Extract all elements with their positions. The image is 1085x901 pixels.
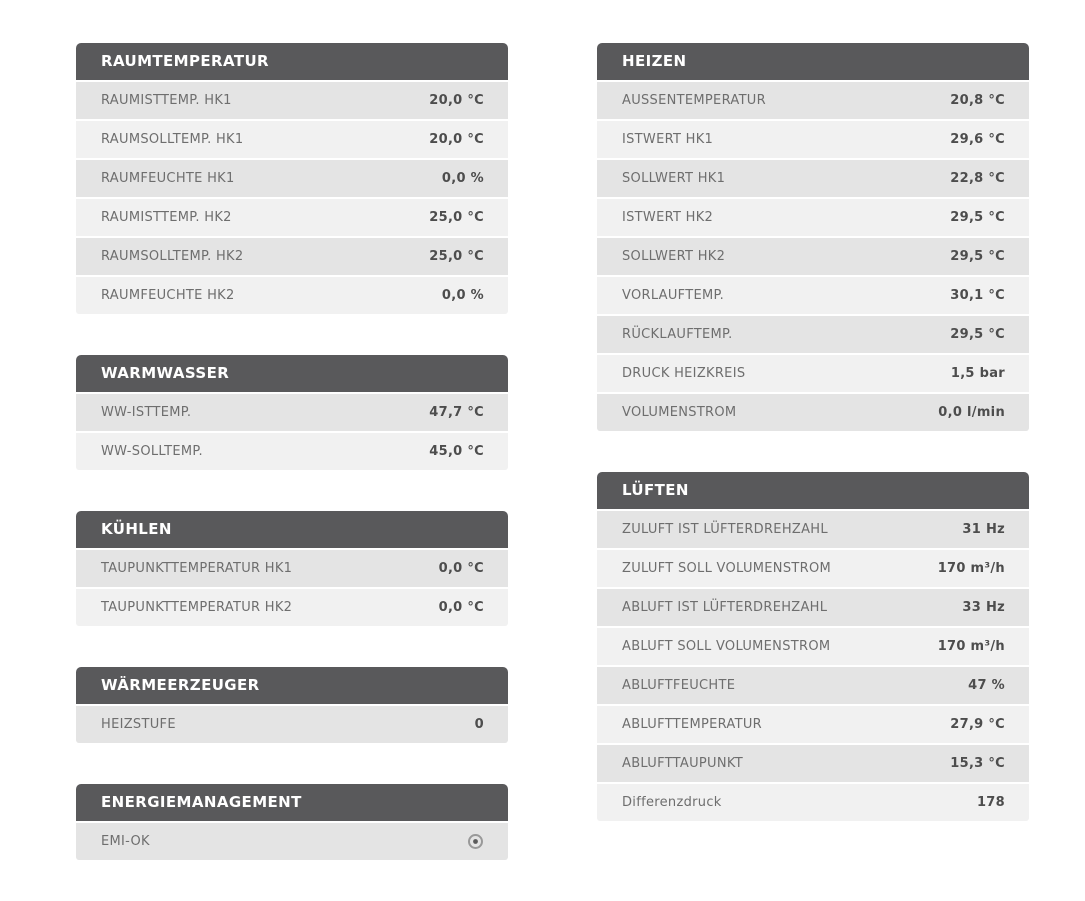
row-value-taupunkttemperatur-hk2: 0,0 °C	[438, 600, 484, 615]
panel-rows	[76, 550, 508, 626]
panel-title-luften: LÜFTEN	[597, 472, 1029, 509]
row-value-raumsolltemp-hk2: 25,0 °C	[429, 249, 484, 264]
row-value-zuluft-ist-lufterdrehzahl: 31 Hz	[962, 522, 1005, 537]
row-value-ablufttemperatur: 27,9 °C	[950, 717, 1005, 732]
row-label-sollwert-hk2: SOLLWERT HK2	[622, 249, 726, 264]
row-value-raumfeuchte-hk1: 0,0 %	[441, 171, 484, 186]
row-value-sollwert-hk2: 29,5 °C	[950, 249, 1005, 264]
row-label-aussentemperatur: AUSSENTEMPERATUR	[622, 93, 766, 108]
row-value-abluft-soll-volumenstrom: 170 m³/h	[937, 639, 1005, 654]
row-label-ablufttemperatur: ABLUFTTEMPERATUR	[622, 717, 762, 732]
row-label-ww-isttemp: WW-ISTTEMP.	[101, 405, 192, 420]
row-value-heizstufe: 0	[474, 717, 484, 732]
row-label-ww-solltemp: WW-SOLLTEMP.	[101, 444, 203, 459]
row-ablufttaupunkt	[597, 745, 1029, 782]
row-label-taupunkttemperatur-hk1: TAUPUNKTTEMPERATUR HK1	[101, 561, 293, 576]
row-label-ablufttaupunkt: ABLUFTTAUPUNKT	[622, 756, 743, 771]
row-raumfeuchte-hk2	[76, 277, 508, 314]
panel-rows	[76, 706, 508, 743]
row-raumfeuchte-hk1	[76, 160, 508, 197]
panel-title-kuhlen: KÜHLEN	[76, 511, 508, 548]
row-heizstufe	[76, 706, 508, 743]
row-label-abluftfeuchte: ABLUFTFEUCHTE	[622, 678, 736, 693]
row-sollwert-hk1	[597, 160, 1029, 197]
row-label-druck-heizkreis: DRUCK HEIZKREIS	[622, 366, 746, 381]
row-istwert-hk1	[597, 121, 1029, 158]
row-value-abluft-ist-lufterdrehzahl: 33 Hz	[962, 600, 1005, 615]
row-label-raumsolltemp-hk1: RAUMSOLLTEMP. HK1	[101, 132, 244, 147]
row-label-raumfeuchte-hk2: RAUMFEUCHTE HK2	[101, 288, 235, 303]
panel-title-raumtemperatur: RAUMTEMPERATUR	[76, 43, 508, 80]
row-label-istwert-hk2: ISTWERT HK2	[622, 210, 714, 225]
panel-title-warmwasser: WARMWASSER	[76, 355, 508, 392]
panel-heizen	[597, 43, 1029, 431]
row-abluftfeuchte	[597, 667, 1029, 704]
row-istwert-hk2	[597, 199, 1029, 236]
row-label-emi-ok: EMI-OK	[101, 834, 150, 849]
row-zuluft-ist-lufterdrehzahl	[597, 511, 1029, 548]
row-label-vorlauftemp: VORLAUFTEMP.	[622, 288, 725, 303]
panel-luften	[597, 472, 1029, 821]
row-label-istwert-hk1: ISTWERT HK1	[622, 132, 714, 147]
status-ok-circle-dot-icon	[467, 833, 484, 850]
panel-rows	[76, 394, 508, 470]
row-ww-solltemp	[76, 433, 508, 470]
row-abluft-ist-lufterdrehzahl	[597, 589, 1029, 626]
panel-rows	[597, 511, 1029, 821]
row-ablufttemperatur	[597, 706, 1029, 743]
row-label-zuluft-ist-lufterdrehzahl: ZULUFT IST LÜFTERDREHZAHL	[622, 522, 828, 537]
row-raumsolltemp-hk1	[76, 121, 508, 158]
row-value-sollwert-hk1: 22,8 °C	[950, 171, 1005, 186]
panel-title-warmeerzeuger: WÄRMEERZEUGER	[76, 667, 508, 704]
panel-rows	[76, 82, 508, 314]
row-taupunkttemperatur-hk2	[76, 589, 508, 626]
row-label-volumenstrom: VOLUMENSTROM	[622, 405, 737, 420]
row-label-raumisttemp-hk1: RAUMISTTEMP. HK1	[101, 93, 232, 108]
row-value-ww-isttemp: 47,7 °C	[429, 405, 484, 420]
row-rucklauftemp	[597, 316, 1029, 353]
panel-title-energiemanagement: ENERGIEMANAGEMENT	[76, 784, 508, 821]
row-sollwert-hk2	[597, 238, 1029, 275]
panel-kuhlen	[76, 511, 508, 626]
row-value-zuluft-soll-volumenstrom: 170 m³/h	[937, 561, 1005, 576]
row-label-abluft-soll-volumenstrom: ABLUFT SOLL VOLUMENSTROM	[622, 639, 831, 654]
row-value-druck-heizkreis: 1,5 bar	[950, 366, 1005, 381]
row-value-raumfeuchte-hk2: 0,0 %	[441, 288, 484, 303]
row-value-rucklauftemp: 29,5 °C	[950, 327, 1005, 342]
row-value-raumsolltemp-hk1: 20,0 °C	[429, 132, 484, 147]
row-label-differenzdruck: Differenzdruck	[622, 795, 722, 810]
right-column	[597, 43, 1029, 901]
row-ww-isttemp	[76, 394, 508, 431]
row-value-aussentemperatur: 20,8 °C	[950, 93, 1005, 108]
row-label-abluft-ist-lufterdrehzahl: ABLUFT IST LÜFTERDREHZAHL	[622, 600, 828, 615]
row-label-raumfeuchte-hk1: RAUMFEUCHTE HK1	[101, 171, 235, 186]
row-vorlauftemp	[597, 277, 1029, 314]
row-taupunkttemperatur-hk1	[76, 550, 508, 587]
panel-rows	[76, 823, 508, 860]
row-zuluft-soll-volumenstrom	[597, 550, 1029, 587]
row-label-raumsolltemp-hk2: RAUMSOLLTEMP. HK2	[101, 249, 244, 264]
row-label-sollwert-hk1: SOLLWERT HK1	[622, 171, 726, 186]
panel-warmwasser	[76, 355, 508, 470]
panel-energiemanagement	[76, 784, 508, 860]
panel-raumtemperatur	[76, 43, 508, 314]
row-value-raumisttemp-hk1: 20,0 °C	[429, 93, 484, 108]
row-aussentemperatur	[597, 82, 1029, 119]
row-raumsolltemp-hk2	[76, 238, 508, 275]
row-value-ablufttaupunkt: 15,3 °C	[950, 756, 1005, 771]
row-label-zuluft-soll-volumenstrom: ZULUFT SOLL VOLUMENSTROM	[622, 561, 831, 576]
row-druck-heizkreis	[597, 355, 1029, 392]
row-label-heizstufe: HEIZSTUFE	[101, 717, 176, 732]
row-label-raumisttemp-hk2: RAUMISTTEMP. HK2	[101, 210, 232, 225]
row-label-rucklauftemp: RÜCKLAUFTEMP.	[622, 327, 733, 342]
row-raumisttemp-hk2	[76, 199, 508, 236]
row-value-istwert-hk2: 29,5 °C	[950, 210, 1005, 225]
left-column	[76, 43, 508, 901]
panel-warmeerzeuger	[76, 667, 508, 743]
row-volumenstrom	[597, 394, 1029, 431]
row-abluft-soll-volumenstrom	[597, 628, 1029, 665]
row-value-ww-solltemp: 45,0 °C	[429, 444, 484, 459]
row-value-differenzdruck: 178	[976, 795, 1005, 810]
row-value-istwert-hk1: 29,6 °C	[950, 132, 1005, 147]
panel-rows	[597, 82, 1029, 431]
row-value-taupunkttemperatur-hk1: 0,0 °C	[438, 561, 484, 576]
row-value-abluftfeuchte: 47 %	[968, 678, 1005, 693]
row-value-raumisttemp-hk2: 25,0 °C	[429, 210, 484, 225]
row-value-volumenstrom: 0,0 l/min	[938, 405, 1005, 420]
row-emi-ok	[76, 823, 508, 860]
row-differenzdruck	[597, 784, 1029, 821]
row-value-vorlauftemp: 30,1 °C	[950, 288, 1005, 303]
row-label-taupunkttemperatur-hk2: TAUPUNKTTEMPERATUR HK2	[101, 600, 293, 615]
panel-title-heizen: HEIZEN	[597, 43, 1029, 80]
row-raumisttemp-hk1	[76, 82, 508, 119]
